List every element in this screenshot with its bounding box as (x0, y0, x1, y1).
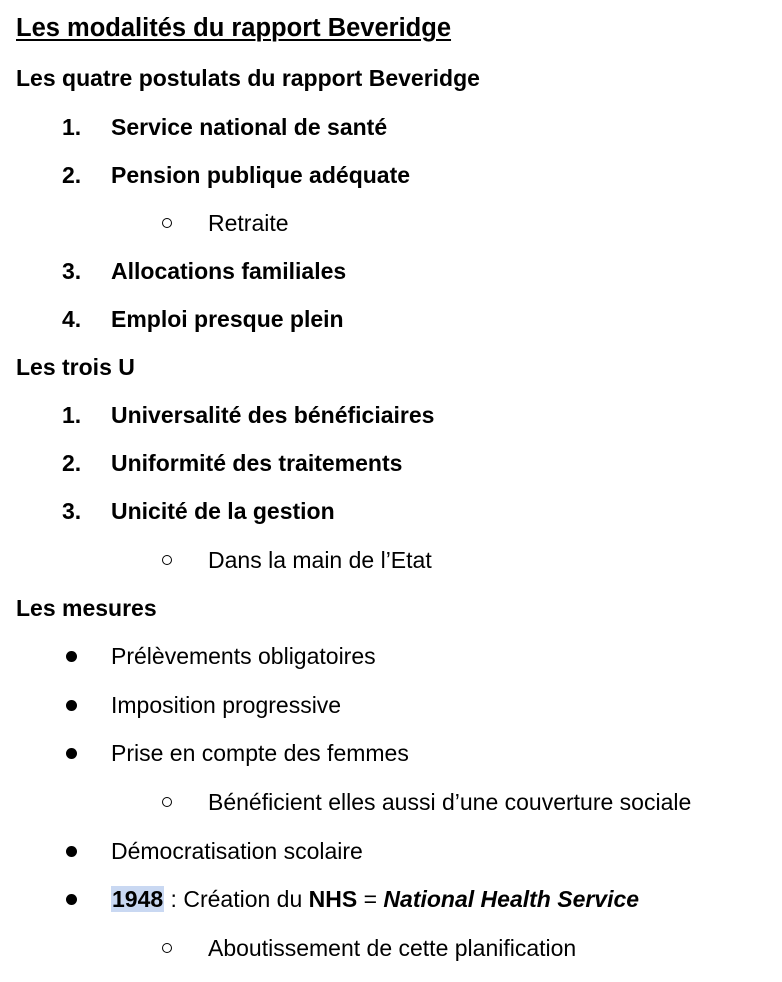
list-number: 1. (62, 402, 82, 428)
list-item: Emploi presque plein (111, 306, 344, 332)
list-item: Unicité de la gestion (111, 498, 335, 524)
sub-list-item: Dans la main de l’Etat (208, 547, 432, 573)
sub-list-item: Bénéficient elles aussi d’une couverture sociale (208, 789, 692, 815)
sub-list-item: Aboutissement de cette planification (208, 935, 577, 961)
bullet-icon (66, 700, 77, 711)
hollow-bullet-icon (162, 797, 172, 807)
page-title: Les modalités du rapport Beveridge (16, 14, 452, 42)
list-item: Service national de santé (111, 114, 388, 140)
list-item: Allocations familiales (111, 258, 347, 284)
highlighted-year: 1948 (112, 886, 164, 912)
list-number: 2. (62, 162, 82, 188)
nhs-full-name: National Health Service (383, 886, 640, 912)
section-heading-postulats: Les quatre postulats du rapport Beveridge (16, 65, 480, 91)
list-item-nhs (111, 885, 639, 913)
equals-sign: = (357, 886, 384, 912)
list-item: Imposition progressive (111, 692, 342, 718)
sub-list-item: Retraite (208, 210, 289, 236)
list-item: Universalité des bénéficiaires (111, 402, 435, 428)
hollow-bullet-icon (162, 218, 172, 228)
hollow-bullet-icon (162, 943, 172, 953)
list-number: 3. (62, 258, 82, 284)
bullet-icon (66, 846, 77, 857)
list-item: Démocratisation scolaire (111, 838, 363, 864)
nhs-middle-text: : Création du (164, 886, 309, 912)
list-item: Uniformité des traitements (111, 450, 403, 476)
hollow-bullet-icon (162, 555, 172, 565)
nhs-abbreviation: NHS (308, 886, 358, 912)
list-item: Prélèvements obligatoires (111, 643, 376, 669)
list-number: 3. (62, 498, 82, 524)
list-item: Prise en compte des femmes (111, 740, 409, 766)
list-number: 4. (62, 306, 82, 332)
bullet-icon (66, 748, 77, 759)
list-item: Pension publique adéquate (111, 162, 411, 188)
section-heading-mesures: Les mesures (16, 595, 157, 621)
list-number: 2. (62, 450, 82, 476)
bullet-icon (66, 894, 77, 905)
bullet-icon (66, 651, 77, 662)
section-heading-trois-u: Les trois U (16, 354, 135, 380)
list-number: 1. (62, 114, 82, 140)
